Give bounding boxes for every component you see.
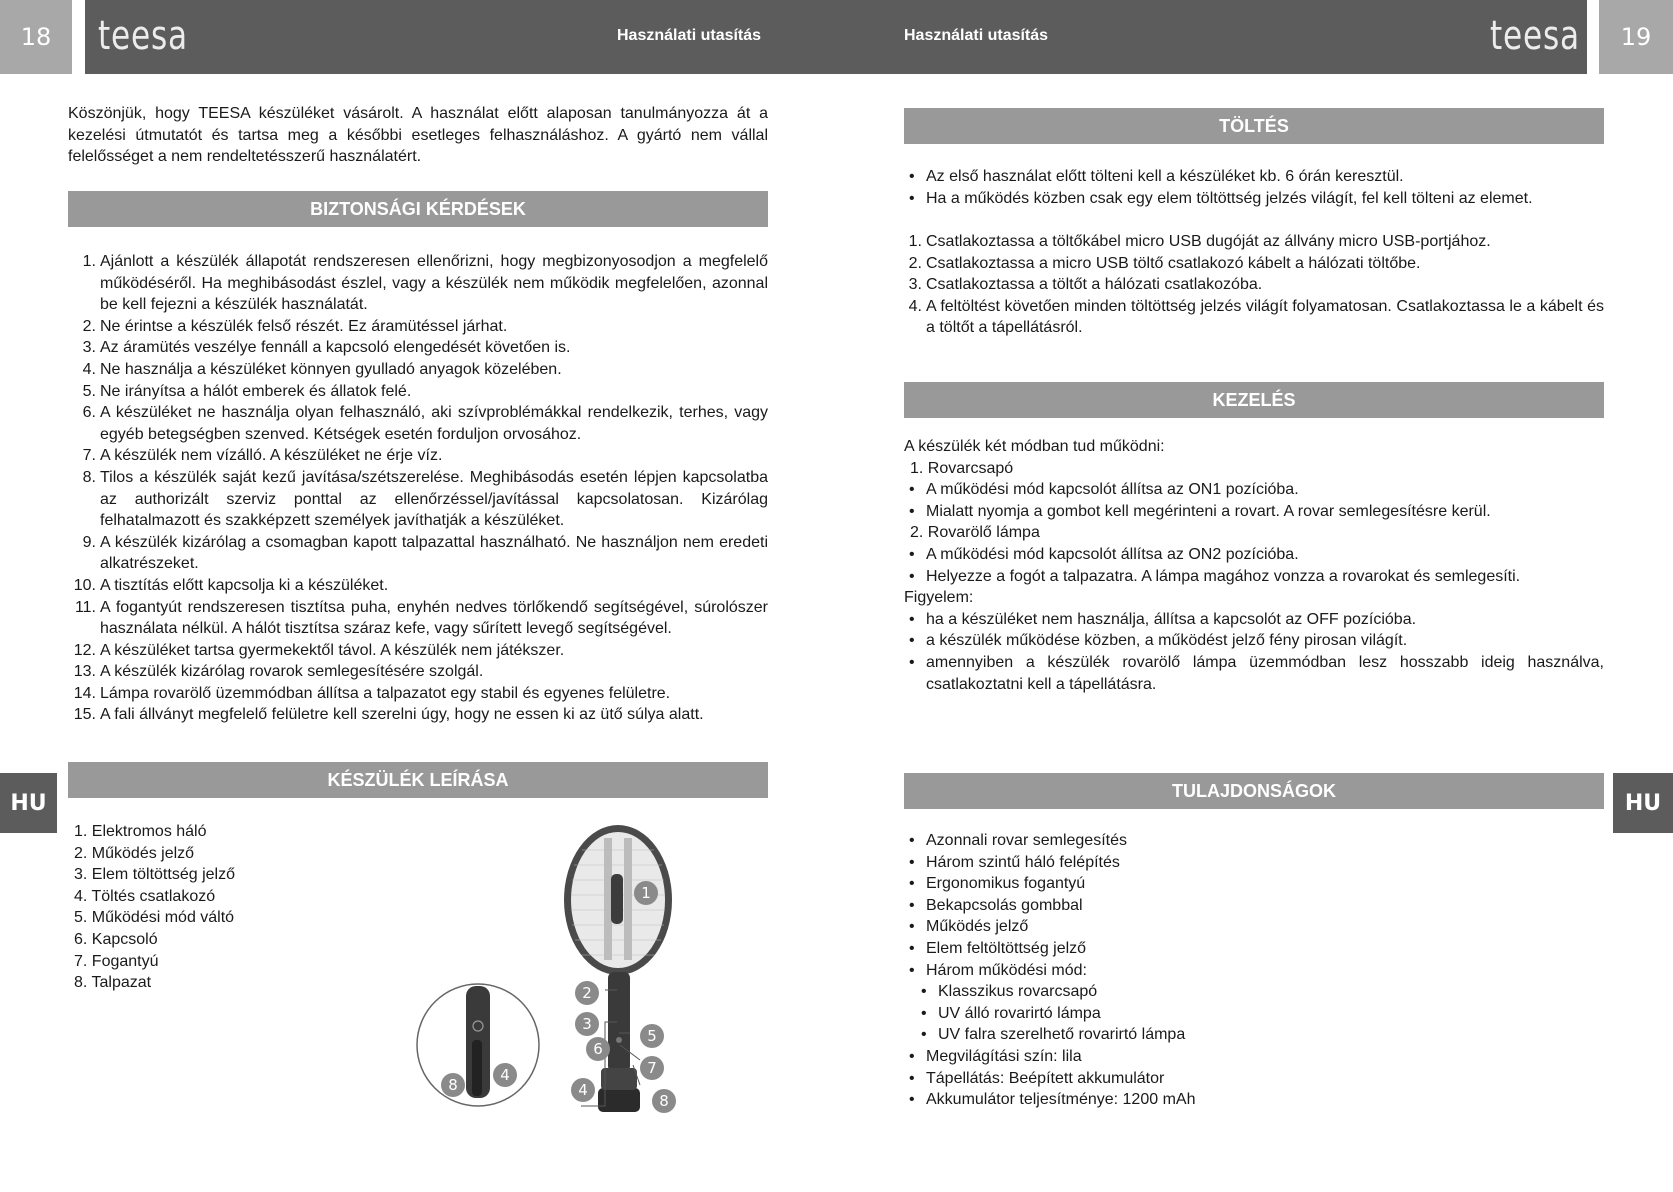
charging-steps	[898, 231, 1604, 339]
brand-logo-left: teesa	[98, 13, 188, 59]
charging-bullet: • Az első használat előtt tölteni kell a készüléket kb. 6 órán keresztül.	[904, 166, 1604, 188]
safety-item-text: A készülék kizárólag rovarok semlegesítésére szolgál.	[100, 663, 484, 681]
charging-step-text: Csatlakoztassa a töltőkábel micro USB dugóját az állvány micro USB-portjához.	[926, 233, 1491, 250]
feature-item: • Bekapcsolás gombbal	[904, 895, 1604, 917]
mode-item: • A működési mód kapcsolót állítsa az ON1 pozícióba.	[904, 479, 1604, 501]
features-list	[904, 830, 1604, 1111]
charging-step	[898, 231, 1604, 253]
safety-item-text: Az áramütés veszélye fennáll a kapcsoló elengedését követően is.	[100, 339, 571, 357]
safety-item-number: 4.	[82, 360, 96, 378]
feature-item: • Elem feltöltöttség jelző	[904, 938, 1604, 960]
callout-number: 6	[593, 1040, 603, 1058]
feature-subitem: • Klasszikus rovarcsapó	[904, 981, 1604, 1003]
charging-bullet: • Ha a működés közben csak egy elem töltöttség jelzés világít, fel kell tölteni az elemet.	[904, 188, 1604, 210]
attention-item: • ha a készüléket nem használja, állítsa a kapcsolót az OFF pozícióba.	[904, 609, 1604, 631]
page-number-right: 19	[1599, 0, 1673, 74]
page-number-left: 18	[0, 0, 72, 74]
feature-item: • Megvilágítási szín: lila	[904, 1046, 1604, 1068]
safety-item-number: 1.	[82, 253, 96, 270]
safety-item-text: A készülék nem vízálló. A készüléket ne érje víz.	[100, 447, 443, 465]
part-item: 7. Fogantyú	[74, 952, 159, 970]
callout-number: 8	[448, 1076, 458, 1094]
feature-subitem: • UV falra szerelhető rovarirtó lámpa	[904, 1024, 1604, 1046]
mode-item: • Mialatt nyomja a gombot kell megérinteni a rovart. A rovar semlegesítésre kerül.	[904, 501, 1604, 523]
language-tab-left: HU	[0, 773, 57, 833]
charging-step-text: Csatlakoztassa a töltőt a hálózati csatlakozóba.	[926, 276, 1263, 294]
mode-heading: 2. Rovarölő lámpa	[910, 524, 1040, 542]
part-item: 3. Elem töltöttség jelző	[74, 866, 235, 884]
safety-item	[72, 251, 768, 316]
mode-item: • Helyezze a fogót a talpazatra. A lámpa magához vonzza a rovarokat és semlegesíti.	[904, 566, 1604, 588]
charging-step-number: 4.	[908, 297, 922, 315]
operation-intro: A készülék két módban tud működni:	[904, 438, 1165, 455]
safety-item	[72, 381, 768, 403]
callout-number: 7	[647, 1059, 657, 1077]
safety-item-text: Tilos a készülék saját kezű javítása/szétszerelése. Meghibásodás esetén lépjen kapcsolatba az authorizált szerviz ponttal az ellenőrzéssel/javítással kapcsolatosan. Kizárólag felhatalmazott és szakképzett személyek javíthatják a készüléket.	[100, 468, 768, 530]
safety-item-text: Ne használja a készüléket könnyen gyulladó anyagok közelében.	[100, 360, 562, 378]
charging-bullets	[904, 166, 1604, 209]
safety-item	[72, 640, 768, 662]
safety-item-text: Ne érintse a készülék felső részét. Ez áramütéssel járhat.	[100, 317, 508, 335]
safety-item-text: A készüléket tartsa gyermekektől távol. A készülék nem játékszer.	[100, 641, 565, 659]
safety-item-number: 3.	[82, 339, 96, 357]
safety-item-number: 7.	[82, 447, 96, 465]
safety-item-number: 5.	[82, 382, 96, 400]
feature-item: • Azonnali rovar semlegesítés	[904, 830, 1604, 852]
feature-item: • Ergonomikus fogantyú	[904, 873, 1604, 895]
charging-step-number: 2.	[908, 254, 922, 272]
mode-heading: 1. Rovarcsapó	[910, 459, 1014, 477]
safety-item-text: A tisztítás előtt kapcsolja ki a készüléket.	[100, 576, 389, 594]
charging-step-text: A feltöltést követően minden töltöttség jelzés világít folyamatosan. Csatlakoztassa le a kábelt és a töltőt a tápellátásról.	[926, 297, 1604, 337]
safety-item	[72, 316, 768, 338]
safety-item-text: Lámpa rovarölő üzemmódban állítsa a talpazatot egy stabil és egyenes felületre.	[100, 684, 671, 702]
feature-subitem: • UV álló rovarirtó lámpa	[904, 1003, 1604, 1025]
operation-text	[904, 436, 1604, 695]
charging-step	[898, 296, 1604, 339]
callout-number: 1	[641, 884, 651, 902]
callout-number: 8	[659, 1092, 669, 1110]
charging-step	[898, 274, 1604, 296]
callout-number: 2	[582, 984, 592, 1002]
safety-item	[72, 445, 768, 467]
device-illustration	[410, 815, 710, 1115]
callout-number: 4	[578, 1081, 588, 1099]
callout-number: 4	[500, 1066, 510, 1084]
charging-step-number: 1.	[908, 233, 922, 250]
safety-item	[72, 575, 768, 597]
safety-item-text: Ne irányítsa a hálót emberek és állatok felé.	[100, 382, 412, 400]
mode-item: • A működési mód kapcsolót állítsa az ON2 pozícióba.	[904, 544, 1604, 566]
language-tab-right: HU	[1613, 773, 1673, 833]
safety-item-number: 13.	[73, 663, 96, 681]
section-heading-charging: TÖLTÉS	[904, 108, 1604, 144]
safety-item	[72, 661, 768, 683]
attention-item: • a készülék működése közben, a működést jelző fény pirosan világít.	[904, 630, 1604, 652]
safety-item-text: Ajánlott a készülék állapotát rendszeresen ellenőrizni, hogy megbizonyosodjon a megfelelő működéséről. Ha meghibásodást észlel, vagy a készülék nem működik megfelelően, azonnal be kell fejezni a készülék használatát.	[100, 253, 768, 314]
safety-item	[72, 532, 768, 575]
callout-number: 5	[647, 1027, 657, 1045]
safety-item	[72, 402, 768, 445]
callout-number: 3	[582, 1015, 592, 1033]
part-item: 4. Töltés csatlakozó	[74, 887, 216, 905]
header-bar	[85, 0, 1587, 74]
attention-label: Figyelem:	[904, 589, 974, 607]
safety-item-text: A fogantyút rendszeresen tisztítsa puha, enyhén nedves törlőkendő segítségével, súrolószer használata nélkül. A hálót tisztítsa száraz kefe, vagy sűrített levegő segítségével.	[100, 598, 768, 638]
safety-item-number: 2.	[82, 317, 96, 335]
part-item: 5. Működési mód váltó	[74, 909, 235, 927]
safety-item-number: 9.	[82, 533, 96, 551]
intro-paragraph: Köszönjük, hogy TEESA készüléket vásárolt. A használat előtt alaposan tanulmányozza át a kezelési útmutatót és tartsa meg a későbbi esetleges felhasználáshoz. A gyártó nem vállal felelősséget a nem rendeltetésszerű használatért.	[68, 105, 768, 166]
safety-item-number: 6.	[82, 404, 96, 422]
feature-item: • Akkumulátor teljesítménye: 1200 mAh	[904, 1089, 1604, 1111]
safety-item-text: A fali állványt megfelelő felületre kell szerelni úgy, hogy ne essen ki az ütő súlya alatt.	[100, 706, 704, 724]
safety-item-number: 11.	[74, 598, 96, 616]
header-title-left: Használati utasítás	[617, 27, 762, 44]
part-item: 8. Talpazat	[74, 974, 152, 992]
charging-step-number: 3.	[908, 276, 922, 294]
parts-list	[74, 821, 374, 994]
safety-item	[72, 337, 768, 359]
feature-item: • Működés jelző	[904, 916, 1604, 938]
safety-item-number: 12.	[73, 641, 96, 659]
charging-step	[898, 253, 1604, 275]
safety-list	[72, 251, 768, 726]
part-item: 2. Működés jelző	[74, 844, 195, 862]
safety-item-number: 10.	[73, 576, 96, 594]
stand	[598, 1088, 640, 1112]
safety-item	[72, 704, 768, 726]
section-heading-operation: KEZELÉS	[904, 382, 1604, 418]
part-item: 1. Elektromos háló	[74, 823, 207, 840]
safety-item-number: 14.	[73, 684, 96, 702]
feature-item: • Tápellátás: Beépített akkumulátor	[904, 1068, 1604, 1090]
safety-item-text: A készüléket ne használja olyan felhasználó, aki szívproblémákkal rendelkezik, terhes, vagy egyéb betegségben szenved. Kétségek esetén forduljon orvosához.	[100, 404, 768, 443]
safety-item-number: 15.	[73, 706, 96, 724]
safety-item	[72, 597, 768, 640]
header-title-right: Használati utasítás	[904, 27, 1049, 44]
part-item: 6. Kapcsoló	[74, 930, 158, 948]
section-heading-safety: BIZTONSÁGI KÉRDÉSEK	[68, 191, 768, 227]
section-heading-description: KÉSZÜLÉK LEÍRÁSA	[68, 762, 768, 798]
safety-item	[72, 467, 768, 532]
feature-item: • Három működési mód:	[904, 960, 1604, 982]
safety-item	[72, 683, 768, 705]
safety-item-number: 8.	[82, 468, 96, 486]
charging-step-text: Csatlakoztassa a micro USB töltő csatlakozó kábelt a hálózati töltőbe.	[926, 254, 1421, 272]
section-heading-features: TULAJDONSÁGOK	[904, 773, 1604, 809]
safety-item-text: A készülék kizárólag a csomagban kapott talpazattal használható. Ne használjon nem eredeti alkatrészeket.	[100, 533, 768, 573]
attention-item: • amennyiben a készülék rovarölő lámpa üzemmódban lesz hosszabb ideig használva, csatlakoztatni kell a tápellátásra.	[904, 652, 1604, 695]
brand-logo-right: teesa	[1490, 13, 1580, 59]
safety-item	[72, 359, 768, 381]
feature-item: • Három szintű háló felépítés	[904, 852, 1604, 874]
